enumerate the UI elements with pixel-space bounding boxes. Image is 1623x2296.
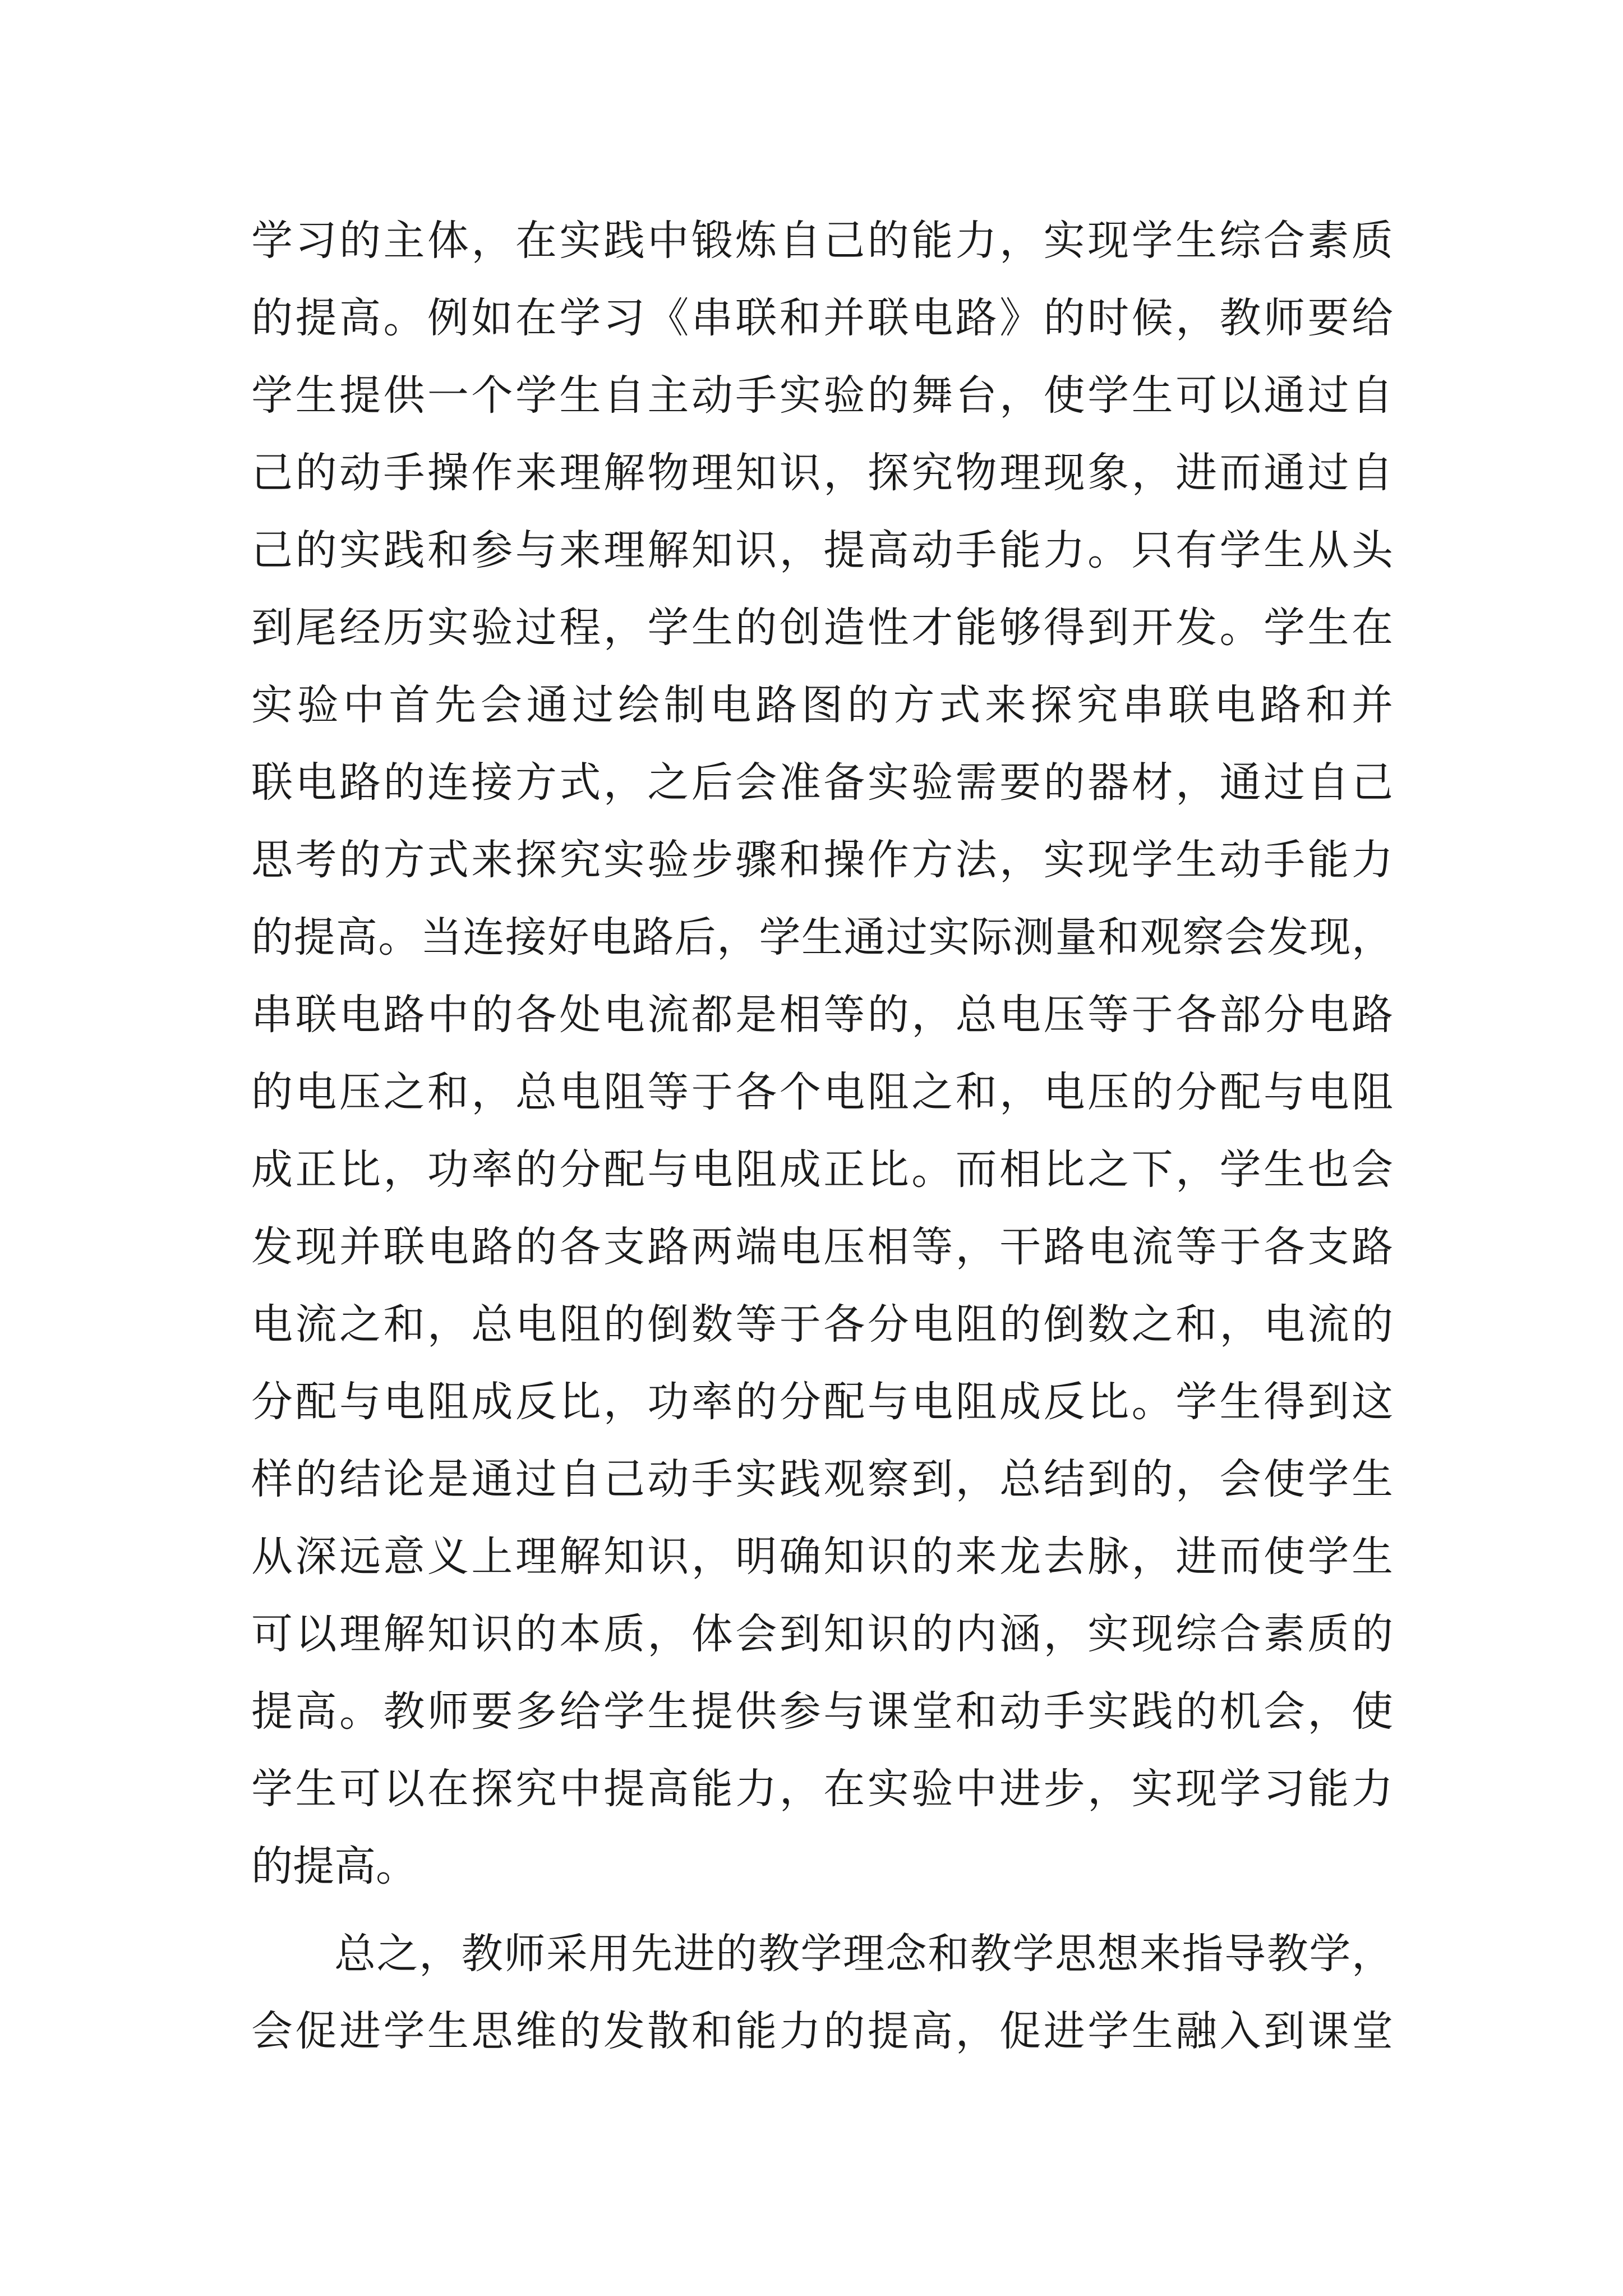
text-line: 发现并联电路的各支路两端电压相等，干路电流等于各支路 xyxy=(251,1223,1393,1271)
text-line: 串联电路中的各处电流都是相等的，总电压等于各部分电路 xyxy=(251,991,1393,1039)
paragraph-gap xyxy=(251,1905,1393,1915)
text-line: 的提高。当连接好电路后，学生通过实际测量和观察会发现， xyxy=(251,913,1393,961)
text-line: 实验中首先会通过绘制电路图的方式来探究串联电路和并 xyxy=(251,681,1393,729)
text-line: 的提高。例如在学习《串联和并联电路》的时候，教师要给 xyxy=(251,294,1393,342)
text-line: 可以理解知识的本质，体会到知识的内涵，实现综合素质的 xyxy=(251,1610,1393,1658)
body-text xyxy=(251,202,1393,2070)
text-line: 学生提供一个学生自主动手实验的舞台，使学生可以通过自 xyxy=(251,371,1393,420)
text-line: 成正比，功率的分配与电阻成正比。而相比之下，学生也会 xyxy=(251,1145,1393,1194)
text-line: 提高。教师要多给学生提供参与课堂和动手实践的机会，使 xyxy=(251,1687,1393,1736)
text-line: 的电压之和，总电阻等于各个电阻之和，电压的分配与电阻 xyxy=(251,1068,1393,1116)
text-line: 样的结论是通过自己动手实践观察到，总结到的，会使学生 xyxy=(251,1455,1393,1503)
text-line: 己的动手操作来理解物理知识，探究物理现象，进而通过自 xyxy=(251,449,1393,497)
text-line: 己的实践和参与来理解知识，提高动手能力。只有学生从头 xyxy=(251,526,1393,574)
text-line: 从深远意义上理解知识，明确知识的来龙去脉，进而使学生 xyxy=(251,1533,1393,1581)
text-line: 分配与电阻成反比，功率的分配与电阻成反比。学生得到这 xyxy=(251,1378,1393,1426)
text-line: 总之，教师采用先进的教学理念和教学思想来指导教学， xyxy=(334,1930,1393,1978)
text-line: 联电路的连接方式，之后会准备实验需要的器材，通过自己 xyxy=(251,758,1393,807)
text-line: 学习的主体，在实践中锻炼自己的能力，实现学生综合素质 xyxy=(251,217,1393,265)
text-line: 思考的方式来探究实验步骤和操作方法，实现学生动手能力 xyxy=(251,836,1393,884)
text-line: 会促进学生思维的发散和能力的提高，促进学生融入到课堂 xyxy=(251,2007,1393,2055)
text-line: 学生可以在探究中提高能力，在实验中进步，实现学习能力 xyxy=(251,1765,1393,1813)
text-line: 电流之和，总电阻的倒数等于各分电阻的倒数之和，电流的 xyxy=(251,1300,1393,1349)
text-line: 的提高。 xyxy=(251,1842,417,1890)
text-line: 到尾经历实验过程，学生的创造性才能够得到开发。学生在 xyxy=(251,604,1393,652)
